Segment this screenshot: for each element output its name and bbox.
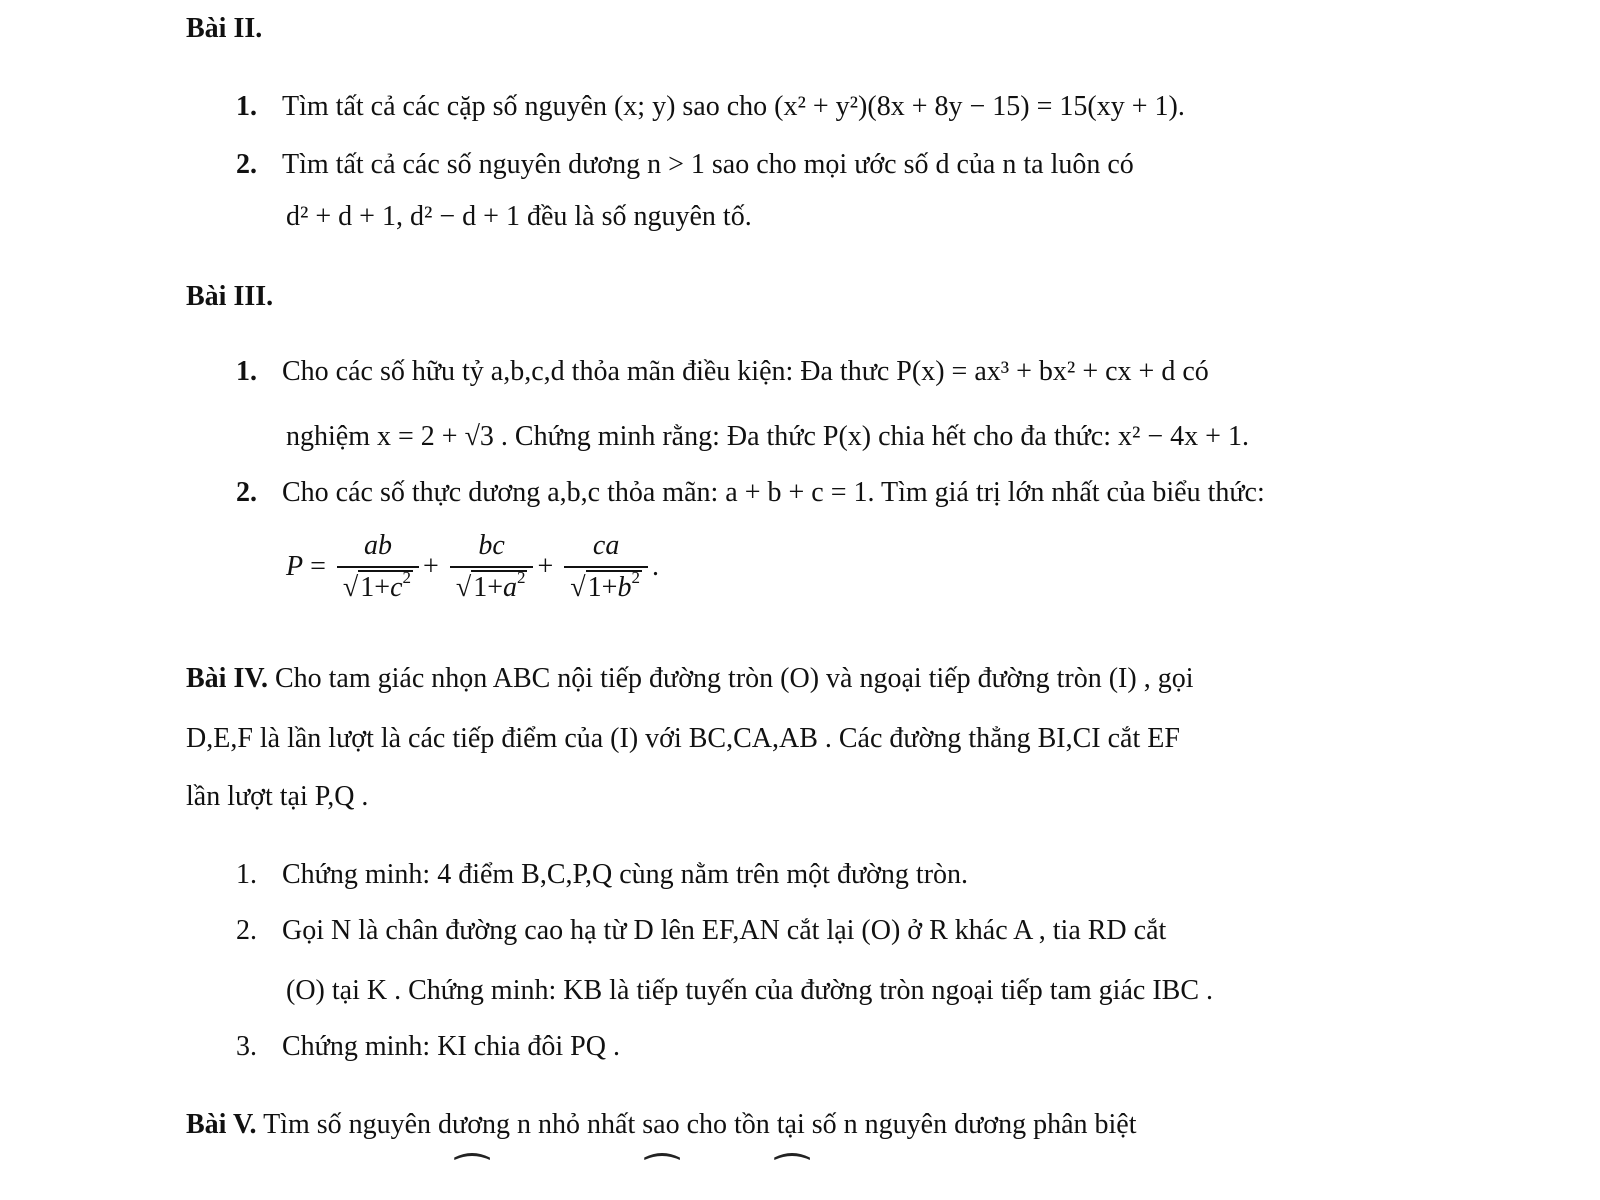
bai4-q2-text-line1: Gọi N là chân đường cao hạ từ D lên EF,AN cắt lại (O) ở R khác A , tia RD cắt — [282, 915, 1167, 946]
bai5-cutoff-formula-fragment: ⁀ ⁀ ⁀ — [456, 1154, 809, 1199]
bai2-q2-text-line1: Tìm tất cả các số nguyên dương n > 1 sao cho mọi ước số d của n ta luôn có — [282, 149, 1134, 180]
bai5-line1 — [186, 1108, 1136, 1142]
bai2-q2-number: 2. — [236, 149, 257, 180]
bai4-q1-number: 1. — [236, 859, 257, 890]
bai4-q3 — [236, 1030, 620, 1064]
bai3-q1-text-line1: Cho các số hữu tỷ a,b,c,d thỏa mãn điều kiện: Đa thưc P(x) = ax³ + bx² + cx + d có — [282, 356, 1209, 387]
bai3-q1 — [236, 355, 1209, 389]
heading-bai-4: Bài IV. — [186, 663, 268, 694]
bai4-q3-number: 3. — [236, 1031, 257, 1062]
bai3-q1-number: 1. — [236, 356, 257, 387]
heading-bai-5: Bài V. — [186, 1109, 257, 1140]
bai2-q1-text: Tìm tất cả các cặp số nguyên (x; y) sao cho (x² + y²)(8x + 8y − 15) = 15(xy + 1). — [282, 91, 1185, 122]
bai4-intro-text-line1: Cho tam giác nhọn ABC nội tiếp đường tròn (O) và ngoại tiếp đường tròn (I) , gọi — [274, 663, 1194, 694]
bai4-q2-text-line2: (O) tại K . Chứng minh: KB là tiếp tuyến của đường tròn ngoại tiếp tam giác IBC . — [286, 975, 1213, 1006]
bai3-q2-formula-text — [286, 530, 287, 531]
bai3-q2-formula: P = $\frac{ab}{√1+c^2}$ + $\frac{bc}{√1+a^2}$ + $\frac{ca}{√1+b^2}$ . — [286, 530, 659, 603]
bai4-intro-line1 — [186, 662, 1193, 696]
bai3-q1-text-line2: nghiệm x = 2 + √3 . Chứng minh rằng: Đa thức P(x) chia hết cho đa thức: x² − 4x + 1. — [286, 421, 1249, 452]
bai3-q2 — [236, 476, 1265, 510]
bai5-text: Tìm số nguyên dương n nhỏ nhất sao cho tồn tại số n nguyên dương phân biệt — [263, 1109, 1137, 1140]
fraction-ab: $\frac{ab}{√1+c^2}$ — [337, 530, 419, 604]
bai2-q1-number: 1. — [236, 91, 257, 122]
heading-bai-3: Bài III. — [186, 281, 274, 312]
bai4-q1-text: Chứng minh: 4 điểm B,C,P,Q cùng nằm trên một đường tròn. — [282, 859, 969, 890]
bai3-q2-number: 2. — [236, 477, 257, 508]
bai4-intro-line2: D,E,F là lần lượt là các tiếp điểm của (I) với BC,CA,AB . Các đường thẳng BI,CI cắt EF — [186, 723, 1180, 754]
bai3-q2-text: Cho các số thực dương a,b,c thỏa mãn: a + b + c = 1. Tìm giá trị lớn nhất của biểu thức: — [282, 477, 1265, 508]
bai4-q2-number: 2. — [236, 915, 257, 946]
bai4-intro-line3: lần lượt tại P,Q . — [186, 781, 369, 812]
bai2-q2 — [236, 148, 1134, 182]
bai4-q3-text: Chứng minh: KI chia đôi PQ . — [282, 1031, 620, 1062]
bai4-q1 — [236, 858, 968, 892]
bai4-q2 — [236, 914, 1166, 948]
fraction-ca: $\frac{ca}{√1+b^2}$ — [564, 530, 648, 604]
bai2-q1 — [236, 90, 1185, 124]
bai2-q2-text-line2: d² + d + 1, d² − d + 1 đều là số nguyên tố. — [286, 201, 752, 232]
heading-bai-2: Bài II. — [186, 13, 263, 44]
fraction-bc: $\frac{bc}{√1+a^2}$ — [450, 530, 534, 604]
